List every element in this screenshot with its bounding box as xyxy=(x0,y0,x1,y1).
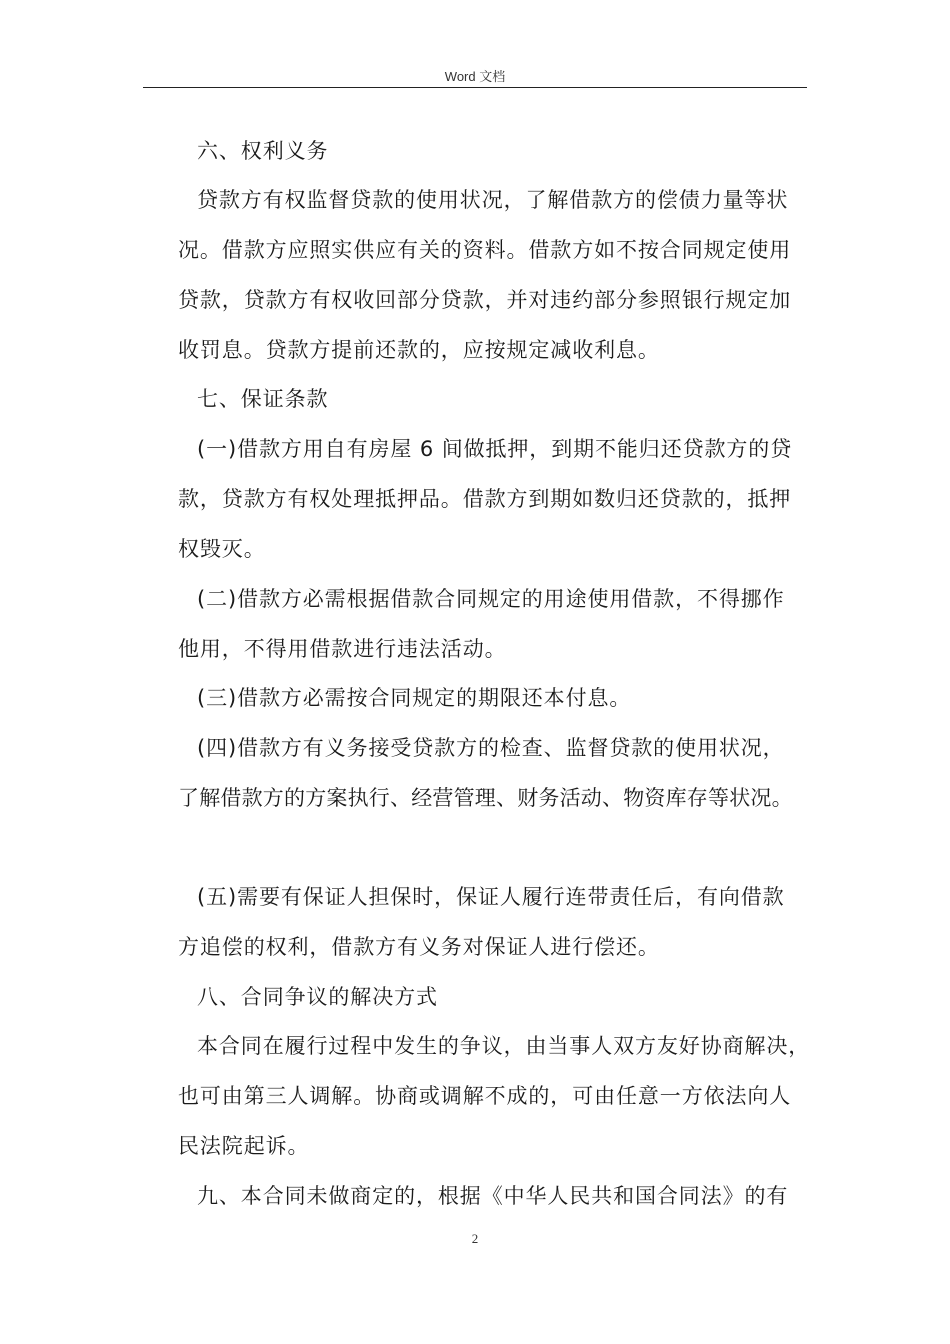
paragraph-line: (二)借款方必需根据借款合同规定的用途使用借款，不得挪作 xyxy=(197,587,785,611)
heading-dispute-resolution: 八、合同争议的解决方式 xyxy=(197,985,438,1009)
paragraph-line: 了解借款方的方案执行、经营管理、财务活动、物资库存等状况。 xyxy=(178,786,793,810)
heading-rights-obligations: 六、权利义务 xyxy=(197,139,329,163)
paragraph-line: (五)需要有保证人担保时，保证人履行连带责任后，有向借款 xyxy=(197,885,785,909)
paragraph-line: 民法院起诉。 xyxy=(178,1134,310,1158)
paragraph-line: 权毁灭。 xyxy=(178,537,266,561)
paragraph-line: 方追偿的权利，借款方有义务对保证人进行偿还。 xyxy=(178,935,660,959)
page-header-title: Word 文档 xyxy=(444,69,506,84)
paragraph-line: 也可由第三人调解。协商或调解不成的，可由任意一方依法向人 xyxy=(178,1084,792,1108)
paragraph-line: 贷款，贷款方有权收回部分贷款，并对违约部分参照银行规定加 xyxy=(178,288,792,312)
paragraph-line: 收罚息。贷款方提前还款的，应按规定减收利息。 xyxy=(178,338,660,362)
paragraph-line: 款，贷款方有权处理抵押品。借款方到期如数归还贷款的，抵押 xyxy=(178,487,792,511)
paragraph-line: (四)借款方有义务接受贷款方的检查、监督贷款的使用状况， xyxy=(197,736,785,760)
heading-guarantee-terms: 七、保证条款 xyxy=(197,387,329,411)
paragraph-line: (一)借款方用自有房屋 6 间做抵押，到期不能归还贷款方的贷 xyxy=(197,437,793,461)
paragraph-line: 贷款方有权监督贷款的使用状况，了解借款方的偿债力量等状 xyxy=(197,188,789,212)
paragraph-line: 他用，不得用借款进行违法活动。 xyxy=(178,637,507,661)
paragraph-line: 况。借款方应照实供应有关的资料。借款方如不按合同规定使用 xyxy=(178,238,792,262)
page-number: 2 xyxy=(471,1231,479,1246)
paragraph-line: 本合同在履行过程中发生的争议，由当事人双方友好协商解决， xyxy=(197,1034,811,1058)
paragraph-line: (三)借款方必需按合同规定的期限还本付息。 xyxy=(197,686,632,710)
paragraph-line: 九、本合同未做商定的，根据《中华人民共和国合同法》的有 xyxy=(197,1184,789,1208)
